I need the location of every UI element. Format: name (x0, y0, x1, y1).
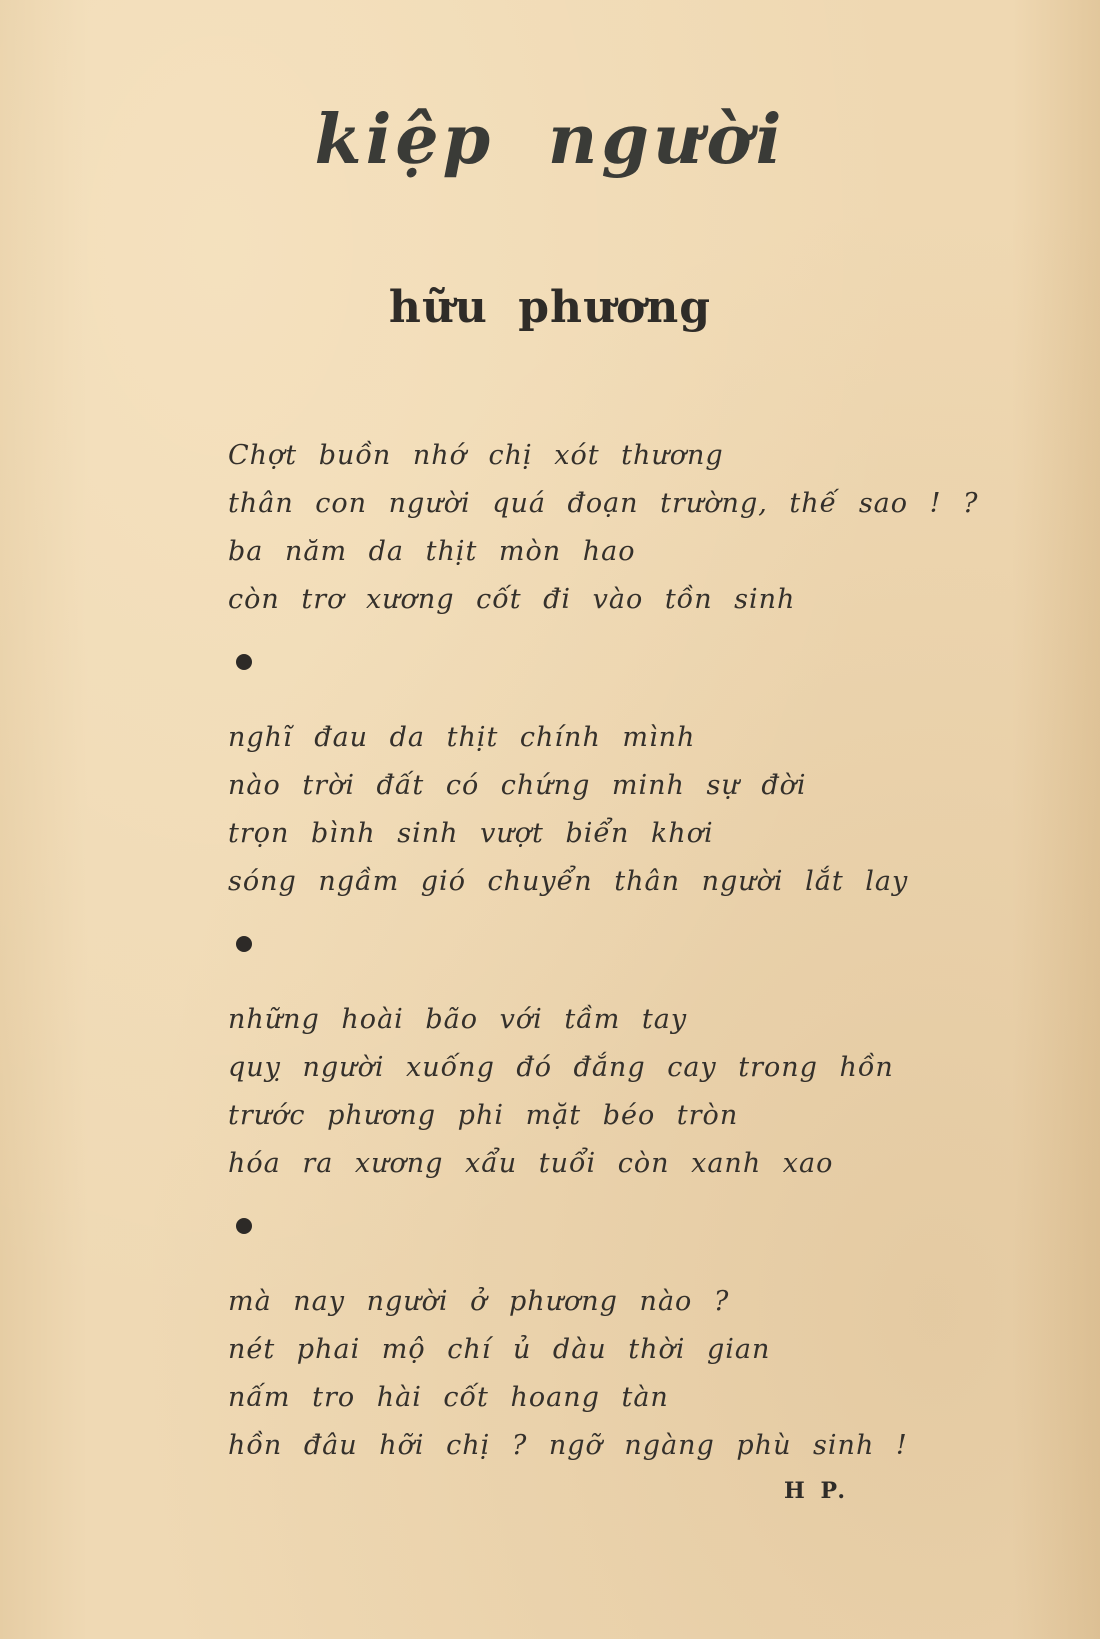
poem-line: mà nay người ở phương nào ? (228, 1286, 730, 1317)
poem-line: thân con người quá đoạn trường, thế sao ! ? (228, 488, 979, 519)
poem-line: hồn đâu hỡi chị ? ngỡ ngàng phù sinh ! (228, 1430, 908, 1461)
signature: H P. (784, 1478, 850, 1504)
bullet-dot-icon (236, 654, 252, 670)
stanza (228, 996, 928, 1188)
poem-line: nấm tro hài cốt hoang tàn (228, 1382, 669, 1413)
poem-line: ba năm da thịt mòn hao (228, 536, 636, 567)
stanza (228, 432, 979, 624)
stanza (228, 1278, 928, 1470)
poem-author: hữu phương (388, 282, 712, 333)
stanza-separator (228, 1188, 928, 1278)
stanza-separator (228, 624, 928, 714)
poem-line: sóng ngầm gió chuyển thân người lắt lay (228, 866, 909, 897)
poem-line: nghĩ đau da thịt chính mình (228, 722, 696, 753)
poem-body (228, 432, 979, 1470)
poem-line: trước phương phi mặt béo tròn (228, 1100, 739, 1131)
poem-line: hóa ra xương xẩu tuổi còn xanh xao (228, 1148, 834, 1179)
poem-line: Chợt buồn nhớ chị xót thương (228, 440, 724, 471)
stanza-separator (228, 906, 928, 996)
poem-title: kiệp người (314, 100, 786, 180)
bullet-dot-icon (236, 1218, 252, 1234)
stanza (228, 714, 928, 906)
poem-line: những hoài bão với tầm tay (228, 1004, 688, 1035)
poem-line: nét phai mộ chí ủ dàu thời gian (228, 1334, 771, 1365)
poem-line: nào trời đất có chứng minh sự đời (228, 770, 807, 801)
poem-line: còn trơ xương cốt đi vào tồn sinh (228, 584, 796, 615)
poem-line: quỵ người xuống đó đắng cay trong hồn (228, 1052, 894, 1083)
poem-line: trọn bình sinh vượt biển khơi (228, 818, 714, 849)
bullet-dot-icon (236, 936, 252, 952)
